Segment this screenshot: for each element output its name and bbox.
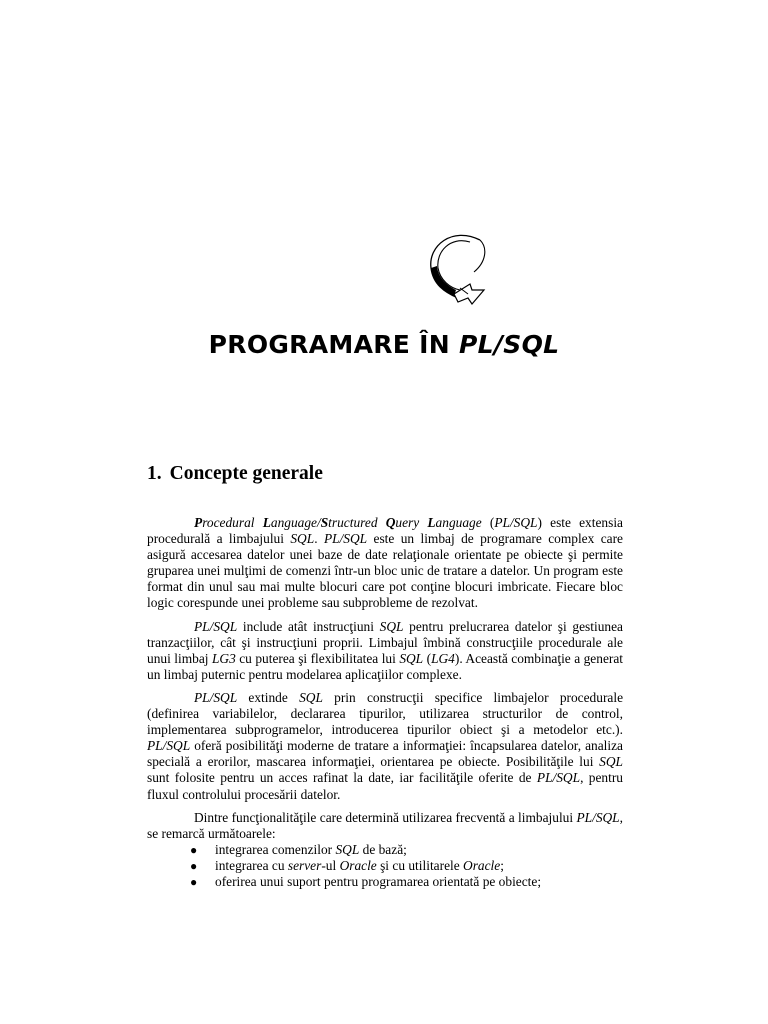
bullet-icon: ● [190,842,198,857]
chapter-title [0,330,768,359]
paragraph-4: Dintre funcţionalităţile care determină utilizarea frecventă a limbajului PL/SQL, se remarcă următoarele: [147,809,623,841]
curved-arrow-logo-icon [424,232,490,308]
list-item: ● integrarea comenzilor SQL de bază; [190,841,407,857]
paragraph-3: PL/SQL extinde SQL prin construcţii specifice limbajelor procedurale (definirea variabilelor, declararea tipurilor, utilizarea structurilor de control, implementarea subprogramelor, introducerea tipurilor obiect şi a metodelor etc.). PL/SQL oferă posibilităţi moderne de tratare a informaţiei: încapsularea datelor, analiza specială a erorilor, mascarea informaţiei, orientarea pe obiecte. Posibilităţile lui SQL sunt folosite pentru un acces rafinat la date, iar facilităţile oferite de PL/SQL, pentru fluxul controlului procesării datelor. [147,689,624,802]
chapter-title-prefix: PROGRAMARE ÎN [208,330,459,359]
paragraph-2: PL/SQL include atât instrucţiuni SQL pentru prelucrarea datelor şi gestiunea tranzacţiilor, cât şi instrucţiuni proprii. Limbajul îmbină construcţiile procedurale ale unui limbaj LG3 cu puterea şi flexibilitatea lui SQL (LG4). Această combinaţie a generat un limbaj puternic pentru modelarea aplicaţiilor complexe. [147,618,624,682]
feature-list [147,842,623,890]
body-text [147,515,623,890]
section-number: 1. [147,463,162,484]
section-title: Concepte generale [169,463,323,484]
list-item: ● oferirea unui suport pentru programarea orientată pe obiecte; [190,873,542,889]
paragraph-1: Procedural Language/Structured Query Language (PL/SQL) este extensia procedurală a limbajului SQL. PL/SQL este un limbaj de programare complex care asigură accesarea datelor unei baze de date relaţionale orientate pe obiecte şi permite gruparea unei mulţimi de comenzi într-un bloc unic de tratare a datelor. Un program este format din unul sau mai multe blocuri care pot conţine blocuri imbricate. Fiecare bloc logic corespunde unei probleme sau subprobleme de rezolvat. [147,515,624,611]
list-item: ● integrarea cu server-ul Oracle şi cu utilitarele Oracle; [190,857,504,873]
bullet-icon: ● [190,874,198,889]
chapter-title-emph: PL/SQL [458,330,560,359]
bullet-icon: ● [190,858,198,873]
section-heading [147,463,323,485]
